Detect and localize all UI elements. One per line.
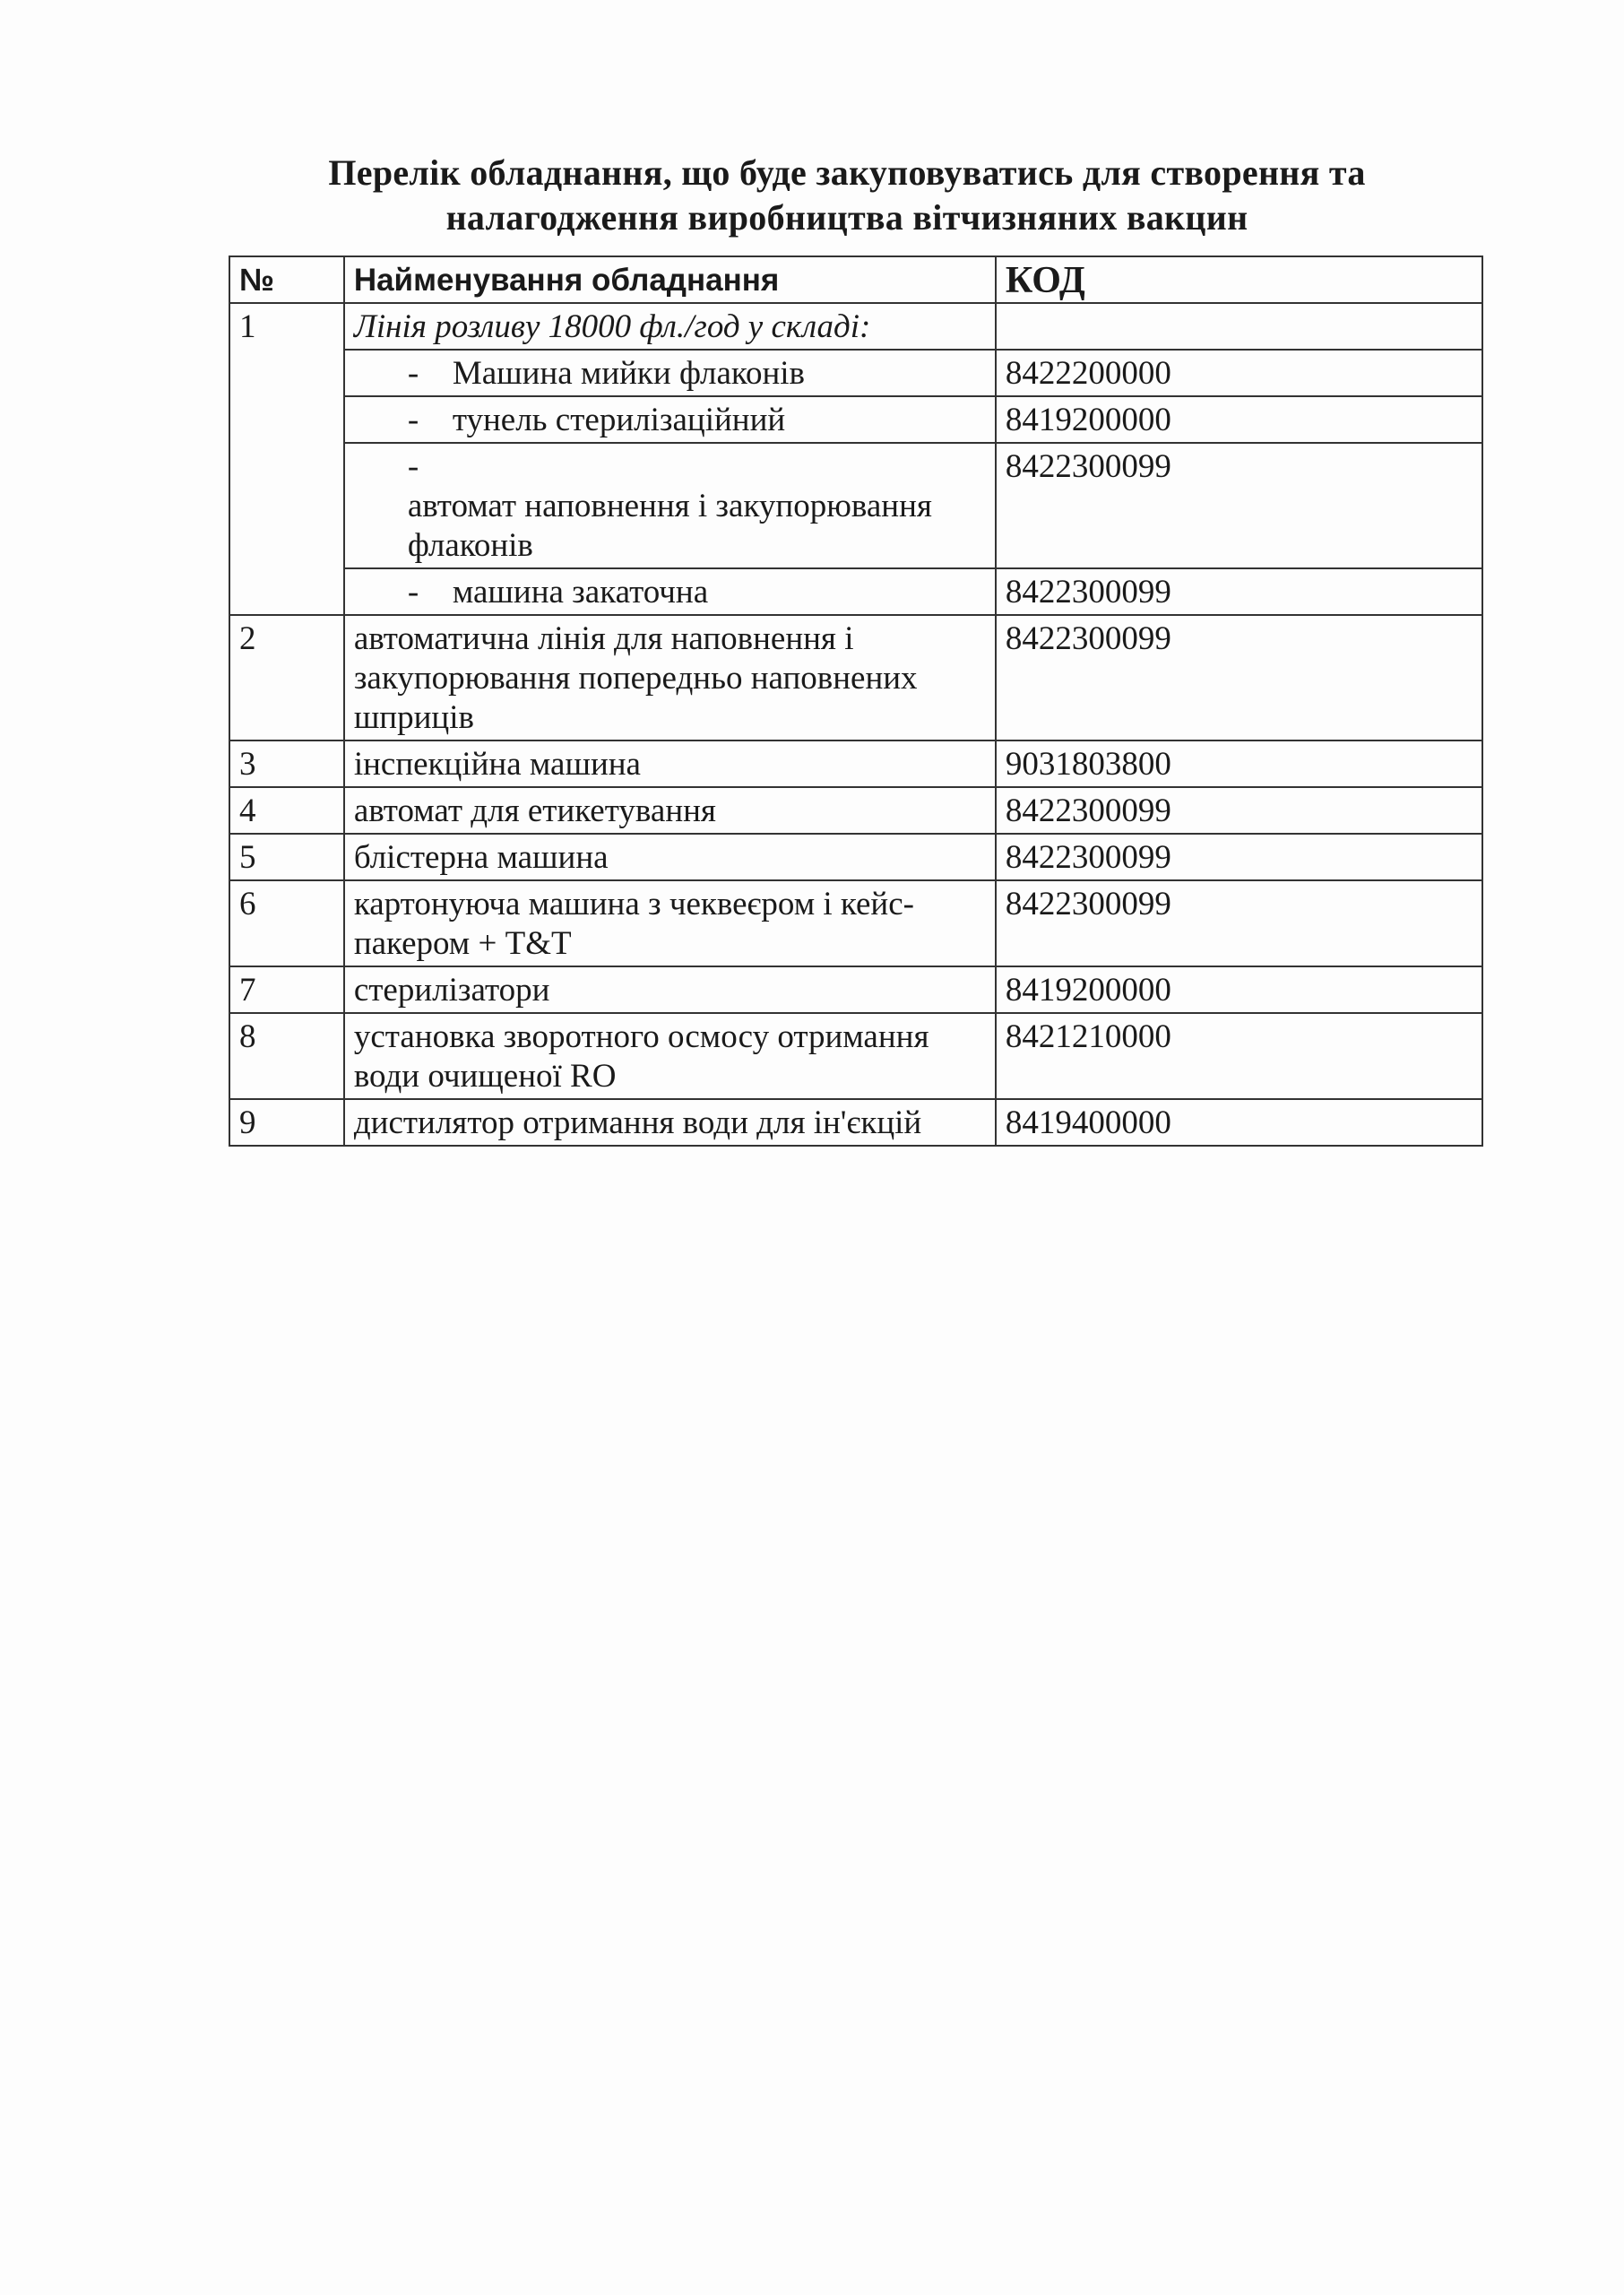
subitem-dash: - [407,402,419,438]
row-code: 8422300099 [996,615,1482,740]
table-row [229,615,1482,740]
row-name: картонуюча машина з чеквеєром і кейс-пакером + T&T [344,880,996,966]
header-equipment-name: Найменування обладнання [344,256,996,303]
subitem-label: Машина мийки флаконів [452,355,806,392]
document-title: Перелік обладнання, що буде закуповуватись для створення та налагодження виробництва вітчизняних вакцин [328,152,1366,238]
row-name: дистилятор отримання води для ін'єкцій [344,1099,996,1146]
table-row [229,740,1482,787]
table-row [229,834,1482,880]
table-header-row [229,256,1482,303]
table-row [229,787,1482,834]
row-number: 4 [229,787,344,834]
row-code: 8422300099 [996,787,1482,834]
table-subrow [229,350,1482,396]
header-number: № [229,256,344,303]
row-name: автомат для етикетування [344,787,996,834]
subitem-code: 8422300099 [996,568,1482,615]
row-number: 2 [229,615,344,740]
row-number: 9 [229,1099,344,1146]
subitem-name [344,568,996,615]
equipment-table [229,255,1483,1147]
subitem-code: 8422300099 [996,443,1482,568]
table-row [229,1013,1482,1099]
row-code: 8419400000 [996,1099,1482,1146]
table-row [229,1099,1482,1146]
table-subrow [229,568,1482,615]
row-number: 6 [229,880,344,966]
subitem-label: автомат наповнення і закупорювання флаконів [407,488,932,564]
subitem-name [344,350,996,396]
table-row [229,880,1482,966]
subitem-dash: - [407,448,419,485]
row-name: установка зворотного осмосу отримання води очищеної RO [344,1013,996,1099]
row-number: 5 [229,834,344,880]
row-code: 8421210000 [996,1013,1482,1099]
row-code: 8422300099 [996,834,1482,880]
row-number: 1 [229,303,344,615]
table-row [229,966,1482,1013]
table-row [229,303,1482,350]
group-title: Лінія розливу 18000 фл./год у складі: [344,303,996,350]
subitem-name [344,396,996,443]
row-name: блістерна машина [344,834,996,880]
row-name: інспекційна машина [344,740,996,787]
row-number: 8 [229,1013,344,1099]
subitem-name [344,443,996,568]
table-subrow [229,396,1482,443]
subitem-dash: - [407,574,419,611]
header-code: КОД [996,256,1482,303]
row-code: 8422300099 [996,880,1482,966]
row-number: 7 [229,966,344,1013]
subitem-dash: - [407,355,419,392]
table-subrow [229,443,1482,568]
subitem-code: 8419200000 [996,396,1482,443]
row-number: 3 [229,740,344,787]
row-name: автоматична лінія для наповнення і закупорювання попередньо наповнених шприців [344,615,996,740]
row-name: стерилізатори [344,966,996,1013]
row-code [996,303,1482,350]
subitem-label: машина закаточна [452,574,709,611]
subitem-code: 8422200000 [996,350,1482,396]
subitem-label: тунель стерилізаційний [452,402,786,438]
row-code: 8419200000 [996,966,1482,1013]
row-code: 9031803800 [996,740,1482,787]
